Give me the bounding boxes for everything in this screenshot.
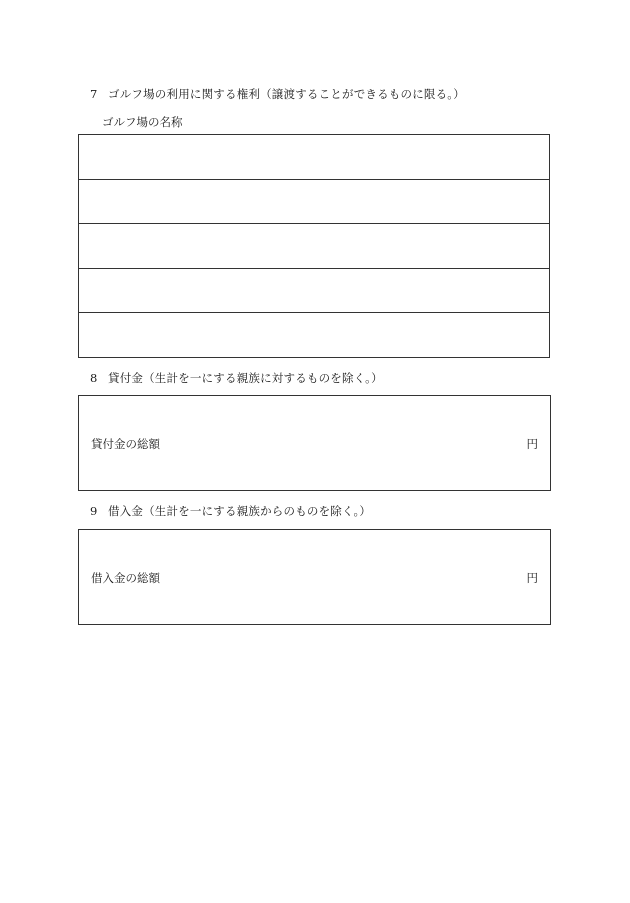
golf-course-name-table — [78, 134, 550, 358]
section-7-number: 7 — [90, 87, 98, 101]
section-8-title: 貸付金（生計を一にする親族に対するものを除く。） — [108, 371, 383, 385]
loans-receivable-box[interactable] — [78, 395, 551, 491]
golf-course-name-row-2[interactable] — [79, 180, 549, 225]
golf-course-name-row-1[interactable] — [79, 135, 549, 180]
golf-course-name-row-3[interactable] — [79, 224, 549, 269]
golf-course-name-row-4[interactable] — [79, 269, 549, 314]
golf-course-name-header: ゴルフ場の名称 — [102, 115, 183, 129]
borrowings-total-label: 借入金の総額 — [91, 571, 160, 585]
loans-receivable-unit: 円 — [526, 437, 538, 451]
golf-course-name-row-5[interactable] — [79, 313, 549, 358]
section-7-title: ゴルフ場の利用に関する権利（譲渡することができるものに限る。） — [108, 87, 465, 101]
section-8-number: 8 — [90, 371, 98, 385]
borrowings-unit: 円 — [526, 571, 538, 585]
section-9-number: 9 — [90, 504, 98, 518]
section-9-title: 借入金（生計を一にする親族からのものを除く。） — [108, 504, 372, 518]
section-9-heading — [90, 504, 371, 518]
section-7-heading — [90, 87, 465, 101]
loans-receivable-total-label: 貸付金の総額 — [91, 437, 160, 451]
section-8-heading — [90, 371, 383, 385]
borrowings-box[interactable] — [78, 529, 551, 625]
